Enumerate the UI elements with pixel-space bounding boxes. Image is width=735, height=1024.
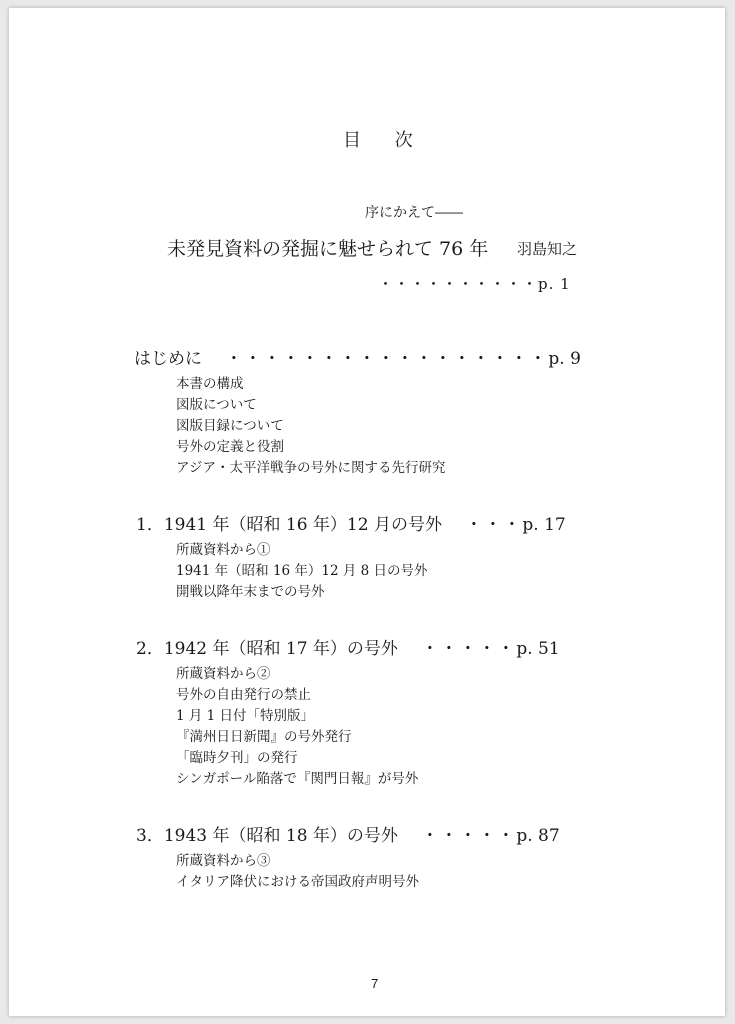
- subsection-item: イタリア降伏における帝国政府声明号外: [176, 874, 419, 890]
- chapter-heading: [134, 344, 581, 369]
- preface-lead: 序にかえて――: [365, 205, 463, 221]
- leader-dots: ・・・・・・・・・・・・・・・・・: [225, 349, 549, 369]
- preface-author: 羽島知之: [517, 240, 578, 258]
- subsection-item: 所蔵資料から②: [176, 666, 271, 682]
- document-page: [9, 8, 725, 1016]
- subsection-item: 1941 年（昭和 16 年）12 月 8 日の号外: [176, 563, 428, 579]
- chapter-page-ref: p. 9: [548, 349, 581, 369]
- chapter-title: はじめに: [134, 349, 202, 369]
- subsection-item: 図版について: [176, 397, 257, 413]
- subsection-item: 開戦以降年末までの号外: [176, 584, 325, 600]
- chapter-subsections: [176, 374, 445, 479]
- chapter-title: 3．1943 年（昭和 18 年）の号外: [136, 826, 398, 846]
- leader-dots: ・・・・・: [421, 639, 517, 659]
- leader-dots: ・・・・・: [421, 826, 517, 846]
- chapter-subsections: [176, 540, 428, 603]
- preface-page-ref: ・・・・・・・・・・p. 1: [378, 275, 571, 293]
- subsection-item: 『満州日日新聞』の号外発行: [176, 729, 352, 745]
- chapter-page-ref: p. 87: [516, 826, 560, 846]
- subsection-item: 所蔵資料から①: [176, 542, 271, 558]
- subsection-item: アジア・太平洋戦争の号外に関する先行研究: [176, 460, 446, 476]
- subsection-item: 「臨時夕刊」の発行: [176, 750, 298, 766]
- chapter-heading: [136, 510, 566, 535]
- chapter-title: 1．1941 年（昭和 16 年）12 月の号外: [136, 515, 442, 535]
- subsection-item: 所蔵資料から③: [176, 853, 271, 869]
- subsection-item: 図版目録について: [176, 418, 284, 434]
- subsection-item: 号外の定義と役割: [176, 439, 284, 455]
- chapter-subsections: [176, 664, 418, 790]
- subsection-item: 本書の構成: [176, 376, 244, 392]
- toc-title: 目 次: [343, 130, 427, 151]
- subsection-item: シンガポール陥落で『関門日報』が号外: [176, 771, 419, 787]
- subsection-item: 号外の自由発行の禁止: [176, 687, 311, 703]
- leader-dots: ・・・: [465, 515, 523, 535]
- chapter-subsections: [176, 851, 419, 893]
- chapter-page-ref: p. 17: [522, 515, 566, 535]
- subsection-item: 1 月 1 日付「特別版」: [176, 708, 315, 724]
- preface-title: 未発見資料の発掘に魅せられて 76 年: [167, 238, 489, 260]
- chapter-heading: [136, 634, 560, 659]
- chapter-title: 2．1942 年（昭和 17 年）の号外: [136, 639, 398, 659]
- chapter-page-ref: p. 51: [516, 639, 560, 659]
- page-number: 7: [371, 976, 379, 991]
- chapter-heading: [136, 821, 560, 846]
